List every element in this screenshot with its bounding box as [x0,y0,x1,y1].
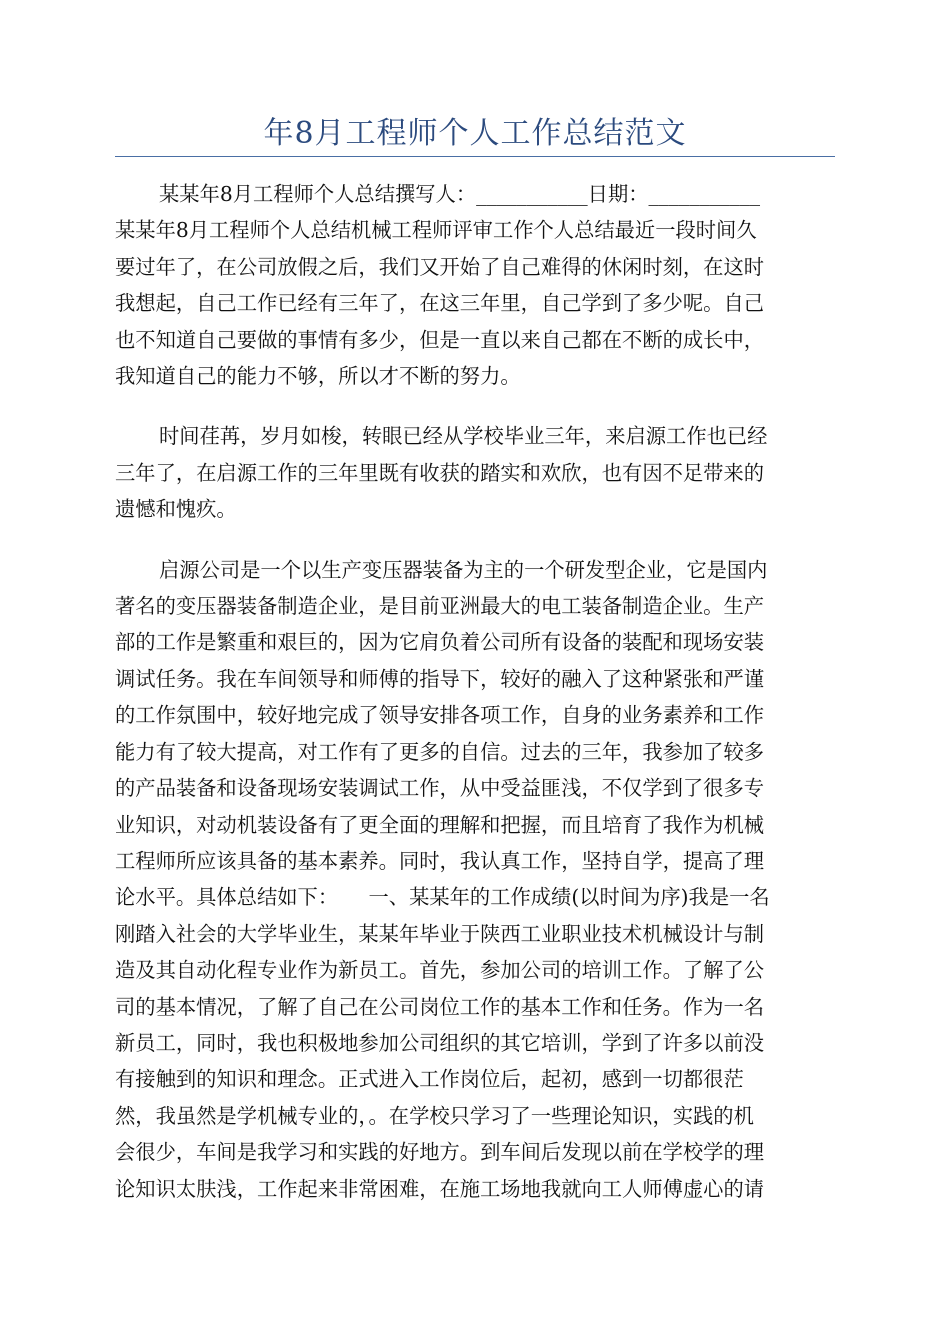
text-line: 的工作氛围中，较好地完成了领导安排各项工作，自身的业务素养和工作 [115,703,765,728]
text-line: 我想起，自己工作已经有三年了，在这三年里，自己学到了多少呢。自己 [115,291,765,316]
text-line: 然，我虽然是学机械专业的，。在学校只学习了一些理论知识，实践的机 [115,1103,754,1128]
line-text: 启源公司是一个以生产变压器装备为主的一个研发型企业，它是国内 [159,557,768,582]
text-line: 某某年8月工程师个人总结机械工程师评审工作个人总结最近一段时间久 [115,218,757,243]
text-line: 业知识，对动机装设备有了更全面的理解和把握，而且培育了我作为机械 [115,812,765,837]
title-underline [115,156,835,157]
text-line: 著名的变压器装备制造企业，是目前亚洲最大的电工装备制造企业。生产 [115,594,765,619]
line-text: 时间荏苒，岁月如梭，转眼已经从学校毕业三年，来启源工作也已经 [159,424,768,449]
text-line: 能力有了较大提高，对工作有了更多的自信。过去的三年，我参加了较多 [115,739,765,764]
text-line: 我知道自己的能力不够，所以才不断的努力。 [115,364,521,389]
text-line: 的产品装备和设备现场安装调试工作，从中受益匪浅，不仅学到了很多专 [115,776,765,801]
text-line [115,552,831,588]
text-line: 工程师所应该具备的基本素养。同时，我认真工作，坚持自学，提高了理 [115,848,765,873]
text-line: 新员工，同时，我也积极地参加公司组织的其它培训，学到了许多以前没 [115,1030,765,1055]
text-line: 刚踏入社会的大学毕业生，某某年毕业于陕西工业职业技术机械设计与制 [115,921,765,946]
line-text: 某某年8月工程师个人总结撰写人：___________日期：___________ [159,182,761,206]
text-line: 遗憾和愧疚。 [115,497,237,522]
text-line: 部的工作是繁重和艰巨的，因为它肩负着公司所有设备的装配和现场安装 [115,630,765,655]
text-line: 司的基本情况，了解了自己在公司岗位工作的基本工作和任务。作为一名 [115,994,765,1019]
text-line: 论水平。具体总结如下： 一、某某年的工作成绩(以时间为序)我是一名 [115,885,770,910]
text-line: 论知识太肤浅，工作起来非常困难，在施工场地我就向工人师傅虚心的请 [115,1176,765,1201]
paragraph [115,176,831,394]
paragraph [115,418,831,527]
text-line: 也不知道自己要做的事情有多少，但是一直以来自己都在不断的成长中， [115,327,765,352]
text-line: 要过年了，在公司放假之后，我们又开始了自己难得的休闲时刻，在这时 [115,254,765,279]
text-line: 造及其自动化程专业作为新员工。首先，参加公司的培训工作。了解了公 [115,958,765,983]
document-title: 年8月工程师个人工作总结范文 [263,116,687,151]
text-line: 会很少，车间是我学习和实践的好地方。到车间后发现以前在学校学的理 [115,1140,765,1165]
paragraph [115,552,831,1207]
text-line: 有接触到的知识和理念。正式进入工作岗位后，起初，感到一切都很茫 [115,1067,744,1092]
text-line: 三年了，在启源工作的三年里既有收获的踏实和欢欣，也有因不足带来的 [115,460,765,485]
text-line [115,418,831,454]
text-line [115,176,831,212]
document-body [115,176,831,1231]
text-line: 调试任务。我在车间领导和师傅的指导下，较好的融入了这种紧张和严谨 [115,666,765,691]
